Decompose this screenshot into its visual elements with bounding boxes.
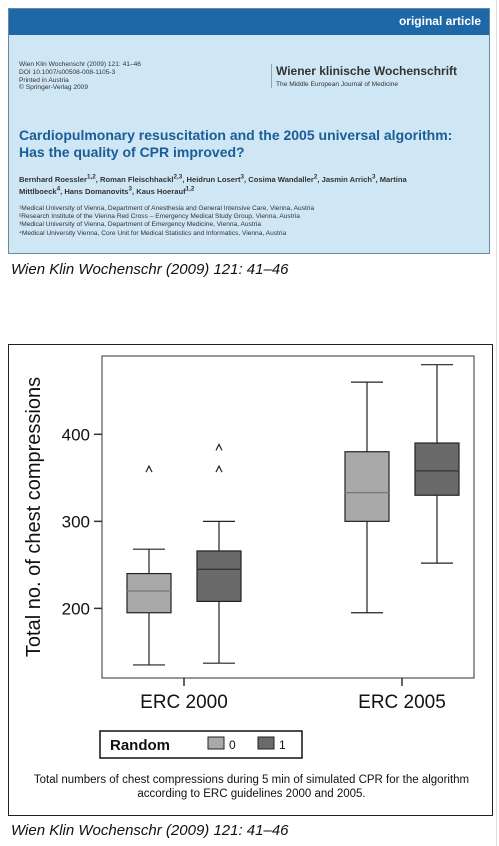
author-separator: , bbox=[60, 187, 65, 197]
journal-subtitle: The Middle European Journal of Medicine bbox=[276, 81, 399, 88]
paper-affiliations bbox=[19, 205, 459, 238]
author-name: Roman Fleischhackl bbox=[100, 174, 174, 184]
author-separator: , bbox=[95, 174, 100, 184]
author-separator: , bbox=[244, 174, 249, 184]
author bbox=[19, 175, 100, 184]
author-affiliation-mark: 4 bbox=[56, 185, 61, 193]
meta-line-citation: Wien Klin Wochenschr (2009) 121: 41–46 bbox=[19, 61, 141, 68]
paper-title: Cardiopulmonary resuscitation and the 2005 universal algorithm: Has the quality of CPR improved? bbox=[19, 127, 453, 160]
outlier-point bbox=[146, 466, 152, 472]
legend-title: Random bbox=[110, 737, 170, 754]
author bbox=[322, 175, 380, 184]
affiliation-line: ³Medical University of Vienna, Department of Emergency Medicine, Vienna, Austria bbox=[19, 221, 262, 229]
author bbox=[186, 175, 248, 184]
affiliation-line: ²Research Institute of the Vienna Red Cross – Emergency Medical Study Group, Vienna, Austria bbox=[19, 213, 300, 221]
y-tick-label: 200 bbox=[61, 599, 90, 619]
outlier-point bbox=[216, 444, 222, 450]
journal-title: Wiener klinische Wochenschrift bbox=[276, 64, 458, 78]
author-name: Hans Domanovits bbox=[64, 187, 129, 197]
author-name: Jasmin Arrich bbox=[321, 174, 372, 184]
affiliation-line: ⁴Medical University Vienna, Core Unit for Medical Statistics and Informatics, Vienna, Austria bbox=[19, 229, 287, 237]
legend-swatch-0 bbox=[208, 737, 224, 749]
author-affiliation-mark: 3 bbox=[240, 173, 245, 180]
author-separator: , bbox=[375, 174, 380, 184]
affiliation-line: ¹Medical University of Vienna, Department of Anesthesia and General Intensive Care, Vienna, Austria bbox=[19, 205, 315, 212]
y-tick-label: 400 bbox=[61, 425, 90, 445]
box-iqr bbox=[415, 443, 459, 495]
author-affiliation-mark: 2,3 bbox=[173, 173, 183, 180]
legend-label-1: 1 bbox=[279, 738, 286, 752]
box-iqr bbox=[345, 452, 389, 522]
author-affiliation-mark: 3 bbox=[128, 185, 132, 193]
meta-line-doi: DOI 10.1007/s00508-008-1105-3 bbox=[19, 68, 116, 76]
y-tick-label: 300 bbox=[61, 512, 90, 532]
y-axis-title: Total no. of chest compressions bbox=[23, 376, 45, 658]
figure-panel bbox=[8, 344, 493, 816]
author-name: Bernhard Roessler bbox=[19, 174, 87, 184]
box-iqr bbox=[197, 551, 241, 601]
x-tick-label: ERC 2005 bbox=[358, 692, 446, 713]
author bbox=[64, 187, 136, 196]
legend-label-0: 0 bbox=[229, 738, 236, 752]
author-name: Cosima Wandaller bbox=[248, 174, 314, 184]
author-separator: , bbox=[182, 174, 187, 184]
article-header-panel bbox=[8, 8, 490, 254]
author-name: Martina Mittlboeck bbox=[19, 174, 407, 197]
paper-authors bbox=[19, 172, 449, 198]
article-type-label: original article bbox=[398, 14, 481, 28]
author-affiliation-mark: 3 bbox=[371, 173, 376, 180]
publication-meta bbox=[19, 61, 141, 92]
box-iqr bbox=[127, 574, 171, 613]
author-name: Heidrun Losert bbox=[186, 174, 241, 184]
legend bbox=[100, 731, 302, 758]
x-axis bbox=[140, 678, 446, 713]
page-edge-line bbox=[496, 0, 497, 846]
boxes bbox=[127, 365, 459, 665]
legend-swatch-1 bbox=[258, 737, 274, 749]
x-tick-label: ERC 2000 bbox=[140, 692, 228, 713]
plot-frame bbox=[102, 356, 474, 678]
figure-caption: Total numbers of chest compressions during 5 min of simulated CPR for the algorithm according to ERC guidelines 2000 and 2005. bbox=[33, 774, 470, 800]
y-axis bbox=[62, 425, 102, 618]
citation-caption-bottom: Wien Klin Wochenschr (2009) 121: 41–46 bbox=[11, 822, 289, 839]
meta-line-copyright: © Springer-Verlag 2009 bbox=[19, 84, 89, 92]
author-affiliation-mark: 1,2 bbox=[185, 185, 195, 193]
author bbox=[136, 187, 194, 196]
author-affiliation-mark: 2 bbox=[313, 173, 318, 180]
author-name: Kaus Hoerauf bbox=[136, 187, 186, 197]
meta-line-printed: Printed in Austria bbox=[19, 76, 69, 84]
author bbox=[100, 175, 186, 184]
boxplot-chart bbox=[9, 345, 492, 765]
citation-caption-top: Wien Klin Wochenschr (2009) 121: 41–46 bbox=[11, 261, 289, 278]
article-type-bar bbox=[9, 9, 489, 35]
author-affiliation-mark: 1,2 bbox=[86, 173, 96, 180]
journal-block bbox=[271, 64, 457, 88]
author-separator: , bbox=[132, 187, 137, 197]
outlier-point bbox=[216, 466, 222, 472]
author-separator: , bbox=[317, 174, 322, 184]
author bbox=[248, 175, 321, 184]
